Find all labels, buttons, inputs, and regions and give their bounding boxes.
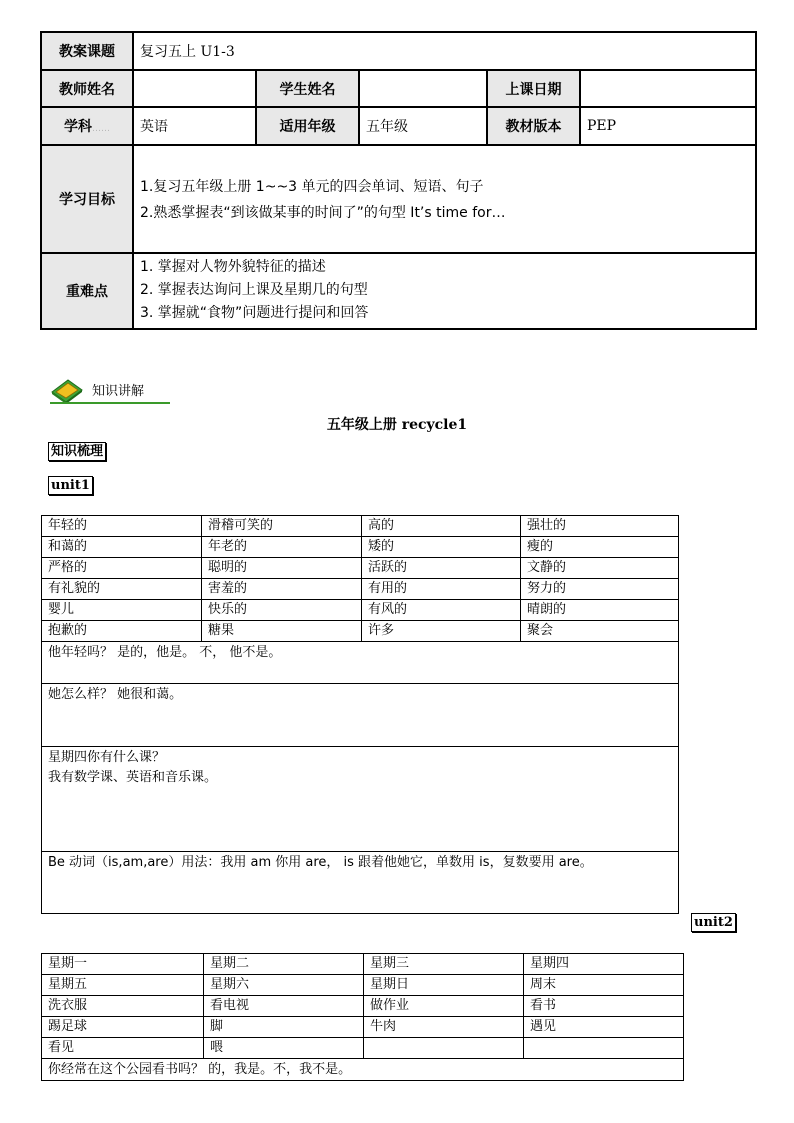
unit2-vocab-table	[41, 953, 684, 1081]
subject-label-text: 学科	[64, 119, 92, 135]
unit2-label: unit2	[691, 913, 736, 932]
table-row	[42, 516, 679, 537]
subject-value: 英语	[133, 107, 256, 145]
subject-label-faint: ……	[92, 124, 110, 134]
vocab-cell: 强壮的	[521, 516, 679, 537]
vocab-cell: 严格的	[42, 558, 202, 579]
vocab-cell: 和蔼的	[42, 537, 202, 558]
vocab-cell: 抱歉的	[42, 621, 202, 642]
sentence-line: 星期四你有什么课？	[48, 750, 166, 765]
grade-value: 五年级	[359, 107, 487, 145]
vocab-cell: 星期一	[42, 954, 204, 975]
table-row	[42, 975, 684, 996]
learning-goal-item: 1.复习五年级上册 1~~3 单元的四会单词、短语、句子	[140, 179, 484, 195]
knowledge-explanation-badge: 知识讲解	[92, 384, 145, 399]
vocab-cell: 聪明的	[202, 558, 362, 579]
knowledge-summary-label: 知识梳理	[48, 442, 106, 461]
unit1-label: unit1	[48, 476, 93, 495]
table-row	[42, 642, 679, 684]
vocab-cell: 看书	[524, 996, 684, 1017]
vocab-cell: 周末	[524, 975, 684, 996]
vocab-cell: 高的	[362, 516, 521, 537]
vocab-cell: 喂	[204, 1038, 364, 1059]
badge-underline	[50, 402, 170, 404]
table-row	[42, 954, 684, 975]
table-row	[42, 600, 679, 621]
learning-goal-item: 2.熟悉掌握表“到该做某事的时间了”的句型 It’s time for…	[140, 205, 506, 221]
vocab-cell: 洗衣服	[42, 996, 204, 1017]
vocab-cell: 踢足球	[42, 1017, 204, 1038]
vocab-cell: 糖果	[202, 621, 362, 642]
vocab-cell: 星期六	[204, 975, 364, 996]
vocab-cell: 有风的	[362, 600, 521, 621]
difficulty-item: 2. 掌握表达询问上课及星期几的句型	[140, 282, 368, 298]
difficulty-item: 1. 掌握对人物外貌特征的描述	[140, 259, 326, 275]
table-row	[42, 579, 679, 600]
student-name-label: 学生姓名	[256, 70, 359, 107]
vocab-cell: 文静的	[521, 558, 679, 579]
sentence-note	[42, 747, 679, 852]
key-difficulties-label: 重难点	[41, 253, 133, 329]
grammar-note: Be 动词（is,am,are）用法：我用 am 你用 are， is 跟着他她它，单数用 is，复数要用 are。	[42, 852, 679, 914]
table-row	[42, 852, 679, 914]
difficulty-item: 3. 掌握就“食物”问题进行提问和回答	[140, 305, 369, 321]
teacher-name-label: 教师姓名	[41, 70, 133, 107]
vocab-cell: 牛肉	[364, 1017, 524, 1038]
table-row	[42, 1059, 684, 1081]
vocab-cell: 看电视	[204, 996, 364, 1017]
table-row	[42, 1038, 684, 1059]
vocab-cell: 星期三	[364, 954, 524, 975]
vocab-cell: 努力的	[521, 579, 679, 600]
book-stack-icon	[50, 376, 84, 404]
vocab-cell	[524, 1038, 684, 1059]
teacher-name-value	[133, 70, 256, 107]
vocab-cell: 脚	[204, 1017, 364, 1038]
vocab-cell: 有礼貌的	[42, 579, 202, 600]
vocab-cell: 星期五	[42, 975, 204, 996]
section-title: 五年级上册 recycle1	[326, 417, 468, 433]
table-row	[42, 1017, 684, 1038]
key-difficulties-cell	[133, 253, 756, 329]
subject-label	[41, 107, 133, 145]
vocab-cell: 看见	[42, 1038, 204, 1059]
edition-label: 教材版本	[487, 107, 580, 145]
vocab-cell: 婴儿	[42, 600, 202, 621]
sentence-note: 他年轻吗？ 是的，他是。 不， 他不是。	[42, 642, 679, 684]
vocab-cell: 快乐的	[202, 600, 362, 621]
vocab-cell: 聚会	[521, 621, 679, 642]
vocab-cell: 年老的	[202, 537, 362, 558]
vocab-cell: 星期四	[524, 954, 684, 975]
learning-goals-cell	[133, 145, 756, 253]
lesson-header-table	[40, 31, 757, 330]
table-row	[42, 996, 684, 1017]
vocab-cell: 有用的	[362, 579, 521, 600]
student-name-value	[359, 70, 487, 107]
vocab-cell: 矮的	[362, 537, 521, 558]
vocab-cell	[364, 1038, 524, 1059]
table-row	[42, 537, 679, 558]
class-date-value	[580, 70, 756, 107]
vocab-cell: 星期二	[204, 954, 364, 975]
sentence-note: 你经常在这个公园看书吗？ 的，我是。不，我不是。	[42, 1059, 684, 1081]
vocab-cell: 瘦的	[521, 537, 679, 558]
sentence-line: 我有数学课、英语和音乐课。	[48, 770, 218, 785]
learning-goals-label: 学习目标	[41, 145, 133, 253]
vocab-cell: 活跃的	[362, 558, 521, 579]
vocab-cell: 遇见	[524, 1017, 684, 1038]
sentence-note: 她怎么样？ 她很和蔼。	[42, 684, 679, 747]
course-topic-label: 教案课题	[41, 32, 133, 70]
vocab-cell: 许多	[362, 621, 521, 642]
vocab-cell: 晴朗的	[521, 600, 679, 621]
grade-label: 适用年级	[256, 107, 359, 145]
vocab-cell: 星期日	[364, 975, 524, 996]
table-row	[42, 558, 679, 579]
table-row	[42, 621, 679, 642]
unit1-vocab-table	[41, 515, 679, 914]
vocab-cell: 害羞的	[202, 579, 362, 600]
table-row	[42, 747, 679, 852]
table-row	[42, 684, 679, 747]
course-topic-value: 复习五上 U1-3	[133, 32, 756, 70]
edition-value: PEP	[580, 107, 756, 145]
vocab-cell: 做作业	[364, 996, 524, 1017]
vocab-cell: 滑稽可笑的	[202, 516, 362, 537]
vocab-cell: 年轻的	[42, 516, 202, 537]
class-date-label: 上课日期	[487, 70, 580, 107]
